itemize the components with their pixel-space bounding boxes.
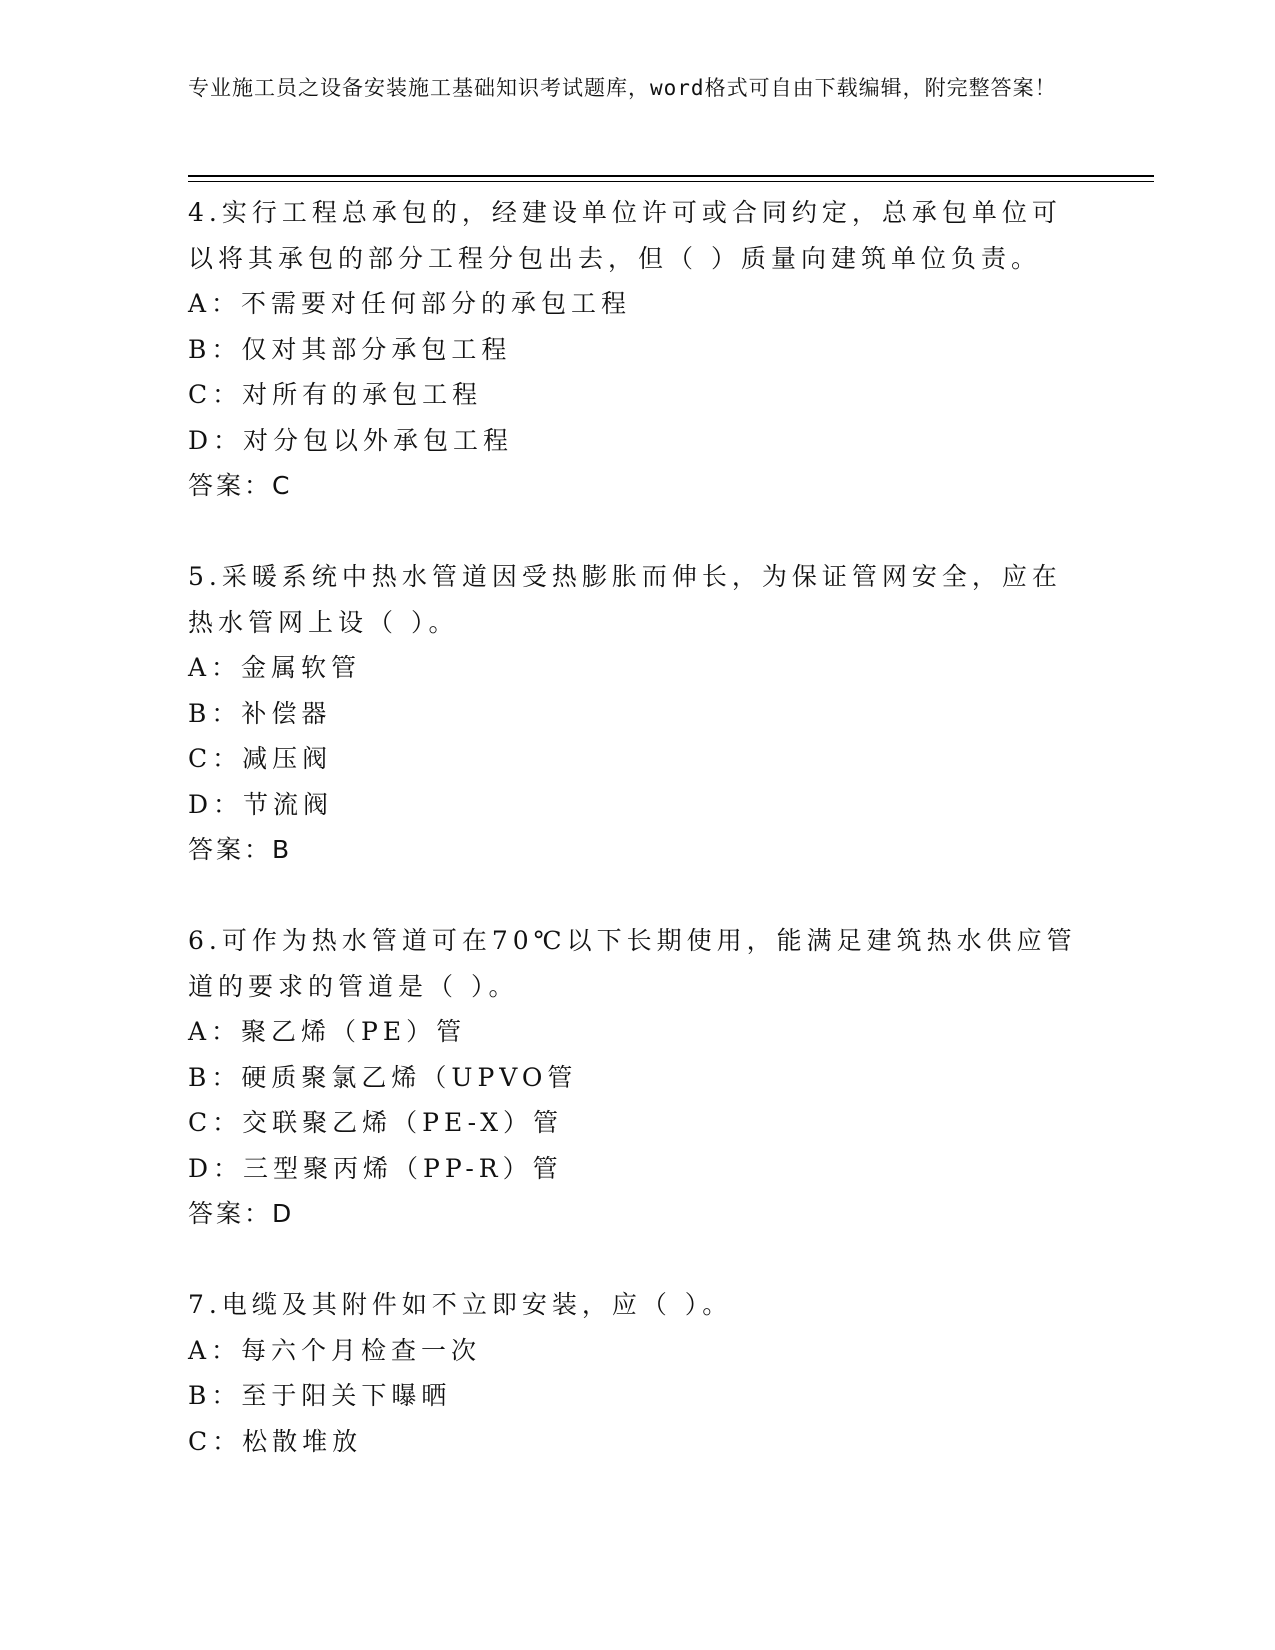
header-rule-thin bbox=[188, 181, 1154, 182]
option-c: C：对所有的承包工程 bbox=[188, 380, 483, 409]
question-stem: 5.采暖系统中热水管道因受热膨胀而伸长，为保证管网安全，应在热水管网上设（ ）。 bbox=[188, 562, 1062, 637]
option-c: C：交联聚乙烯（PE-X）管 bbox=[188, 1108, 564, 1137]
option-b: B：仅对其部分承包工程 bbox=[188, 334, 512, 364]
option-a: A：不需要对任何部分的承包工程 bbox=[188, 289, 632, 318]
question-6 bbox=[188, 918, 1088, 1237]
option-b: B：硬质聚氯乙烯（UPVO管 bbox=[188, 1062, 578, 1092]
question-list bbox=[188, 190, 1088, 1464]
question-spacer bbox=[188, 873, 1088, 919]
option-b: B：补偿器 bbox=[188, 698, 332, 728]
question-7 bbox=[188, 1282, 1088, 1464]
answer-line: 答案：B bbox=[188, 835, 293, 864]
option-a: A：聚乙烯（PE）管 bbox=[188, 1017, 467, 1046]
option-c: C：减压阀 bbox=[188, 744, 333, 773]
answer-line: 答案：D bbox=[188, 1199, 295, 1228]
document-header: 专业施工员之设备安装施工基础知识考试题库，word格式可自由下载编辑，附完整答案！ bbox=[188, 76, 1057, 100]
option-d: D：节流阀 bbox=[188, 789, 334, 819]
question-5 bbox=[188, 554, 1088, 873]
question-stem: 7.电缆及其附件如不立即安装，应（ ）。 bbox=[188, 1290, 733, 1319]
option-b: B：至于阳关下曝晒 bbox=[188, 1381, 452, 1410]
option-a: A：金属软管 bbox=[188, 653, 362, 682]
option-c: C：松散堆放 bbox=[188, 1426, 363, 1456]
question-stem: 6.可作为热水管道可在70℃以下长期使用，能满足建筑热水供应管道的要求的管道是（ ）。 bbox=[188, 926, 1077, 1001]
question-4 bbox=[188, 190, 1088, 509]
option-a: A：每六个月检查一次 bbox=[188, 1335, 482, 1365]
option-d: D：三型聚丙烯（PP-R）管 bbox=[188, 1153, 563, 1183]
question-stem: 4.实行工程总承包的，经建设单位许可或合同约定，总承包单位可以将其承包的部分工程分包出去，但（ ）质量向建筑单位负责。 bbox=[188, 198, 1062, 273]
header-rule-thick bbox=[188, 175, 1154, 177]
question-spacer bbox=[188, 509, 1088, 555]
option-d: D：对分包以外承包工程 bbox=[188, 425, 514, 455]
question-spacer bbox=[188, 1237, 1088, 1283]
answer-line: 答案：C bbox=[188, 471, 293, 500]
